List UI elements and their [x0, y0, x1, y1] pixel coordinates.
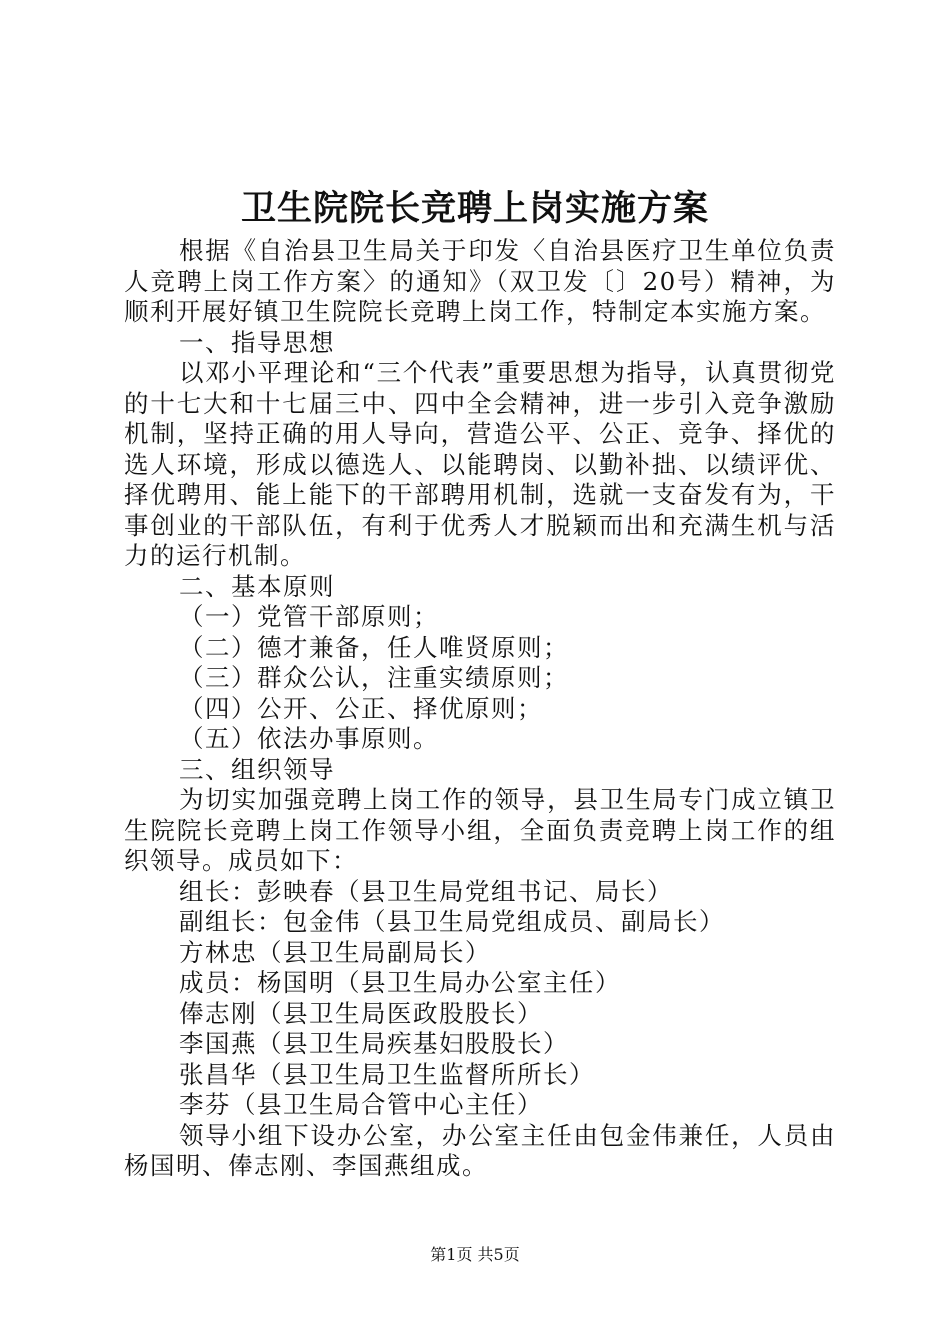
member-line: 方林忠（县卫生局副局长） [179, 937, 491, 967]
document-title: 卫生院院长竞聘上岗实施方案 [240, 188, 709, 229]
member-line: 李芬（县卫生局合管中心主任） [179, 1090, 543, 1119]
section-heading-organization: 三、组织领导 [179, 754, 335, 784]
guiding-ideology-paragraph: 以邓小平理论和“三个代表”重要思想为指导，认真贯彻党的十七大和十七届三中、四中全会精神，进一步引入竞争激励机制，坚持正确的用人导向，营造公平、公正、竞争、择优的选人环境，形成以德选人、以能聘岗、以勤补拙、以绩评优、择优聘用、能上能下的干部聘用机制，选就一支奋发有为，干事创业的干部队伍，有利于优秀人才脱颖而出和充满生机与活力的运行机制。 [124, 358, 836, 570]
principle-item: （四）公开、公正、择优原则； [179, 693, 543, 723]
principle-item: （三）群众公认，注重实绩原则； [179, 663, 569, 692]
organization-paragraph: 为切实加强竞聘上岗工作的领导，县卫生局专门成立镇卫生院院长竞聘上岗工作领导小组，全面负责竞聘上岗工作的组织领导。成员如下： [124, 785, 836, 875]
principle-item: （二）德才兼备，任人唯贤原则； [179, 632, 569, 662]
section-heading-basic-principles: 二、基本原则 [179, 571, 335, 601]
principle-item: （一）党管干部原则； [179, 602, 439, 631]
section-heading-guiding-ideology: 一、指导思想 [179, 327, 335, 357]
member-line: 成员：杨国明（县卫生局办公室主任） [179, 968, 621, 997]
office-paragraph: 领导小组下设办公室，办公室主任由包金伟兼任，人员由杨国明、俸志刚、李国燕组成。 [124, 1120, 836, 1180]
document-body [124, 236, 836, 1182]
principle-item: （五）依法办事原则。 [179, 724, 439, 753]
member-line: 张昌华（县卫生局卫生监督所所长） [179, 1059, 595, 1089]
member-line: 组长：彭映春（县卫生局党组书记、局长） [179, 876, 673, 906]
member-line: 俸志刚（县卫生局医政股股长） [179, 998, 543, 1028]
page-footer [0, 1244, 950, 1266]
intro-paragraph: 根据《自治县卫生局关于印发〈自治县医疗卫生单位负责人竞聘上岗工作方案〉的通知》（双卫发〔〕20号）精神，为顺利开展好镇卫生院院长竞聘上岗工作，特制定本实施方案。 [124, 236, 836, 326]
member-line: 李国燕（县卫生局疾基妇股股长） [179, 1029, 569, 1058]
member-line: 副组长：包金伟（县卫生局党组成员、副局长） [179, 907, 725, 936]
page-indicator: 第1页 共5页 [430, 1245, 520, 1264]
